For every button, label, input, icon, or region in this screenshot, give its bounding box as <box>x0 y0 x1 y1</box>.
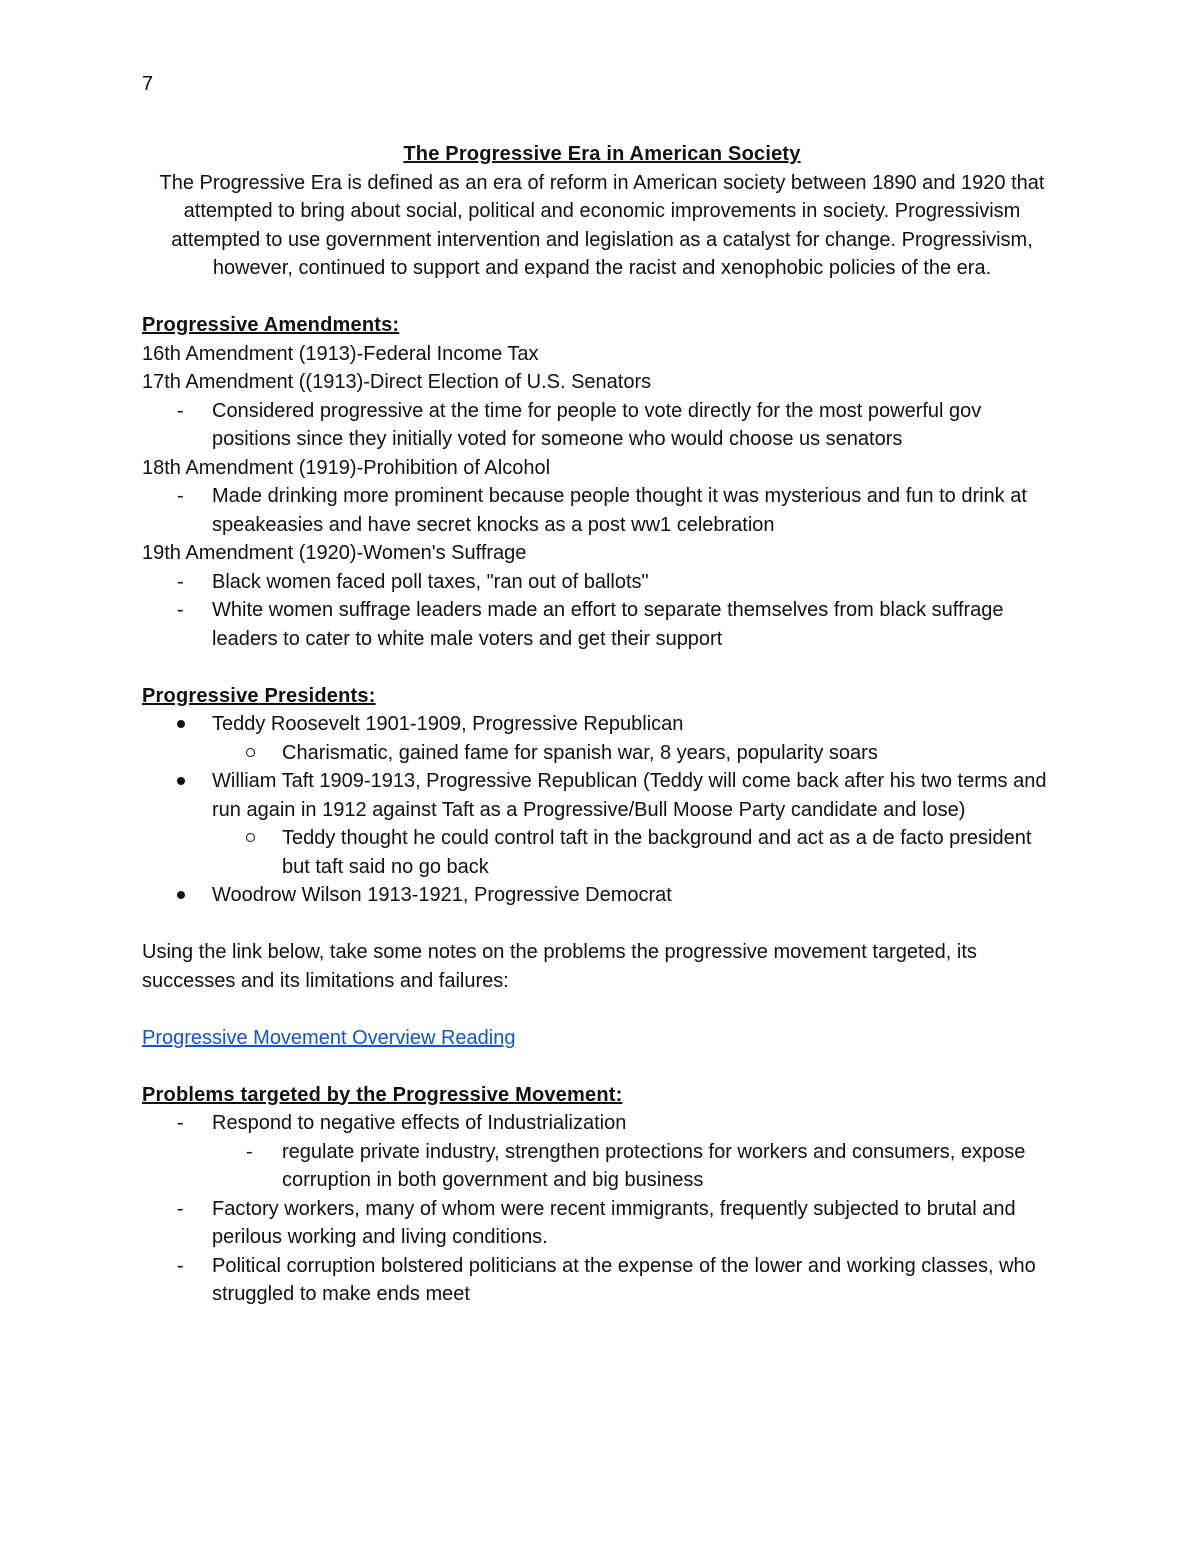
list-item <box>142 767 1062 824</box>
amendment-17: 17th Amendment ((1913)-Direct Election of U.S. Senators <box>142 371 652 393</box>
amendment-19-note-2: White women suffrage leaders made an effort to separate themselves from black suffrage leaders to cater to white male voters and get their support <box>212 599 1004 650</box>
intro-paragraph: The Progressive Era is defined as an era of reform in American society between 1890 and 1920 that attempted to bring about social, political and economic improvements in society. Progressivism attempted to use government intervention and legislation as a catalyst for change. Progressivism, however, continued to support and expand the racist and xenophobic policies of the era. <box>159 171 1045 279</box>
taft-note: Teddy thought he could control taft in the background and act as a de facto president but taft said no go back <box>282 827 1032 878</box>
dash-marker: - <box>177 599 184 621</box>
dash-marker: - <box>177 1112 184 1134</box>
amendments-heading: Progressive Amendments: <box>142 314 400 336</box>
list-item <box>142 1195 1062 1252</box>
document-title: The Progressive Era in American Society <box>403 143 801 165</box>
instructions-paragraph: Using the link below, take some notes on the problems the progressive movement targeted, its successes and its limitations and failures: <box>142 941 977 992</box>
problem-3: Political corruption bolstered politicians at the expense of the lower and working classes, who struggled to make ends meet <box>212 1254 1036 1305</box>
dash-marker: - <box>177 485 184 507</box>
dash-marker: - <box>177 570 184 593</box>
amendment-18-note: Made drinking more prominent because people thought it was mysterious and fun to drink at speakeasies and have secret knocks as a post ww1 celebration <box>212 485 1027 536</box>
page-number: 7 <box>142 73 154 95</box>
hollow-bullet-icon <box>246 739 270 768</box>
bullet-icon <box>177 881 201 910</box>
dash-marker: - <box>177 1197 184 1220</box>
amendment-16: 16th Amendment (1913)-Federal Income Tax <box>142 342 539 365</box>
problem-1-sub: regulate private industry, strengthen protections for workers and consumers, expose corruption in both government and big business <box>282 1140 1026 1191</box>
problems-heading: Problems targeted by the Progressive Movement: <box>142 1083 623 1106</box>
amendment-19: 19th Amendment (1920)-Women's Suffrage <box>142 542 527 564</box>
dash-marker: - <box>177 1254 184 1277</box>
amendment-18: 18th Amendment (1919)-Prohibition of Alcohol <box>142 456 551 479</box>
president-taft: William Taft 1909-1913, Progressive Republican (Teddy will come back after his two terms and run again in 1912 against Taft as a Progressive/Bull Moose Party candidate and lose) <box>212 770 1047 821</box>
amendment-17-note: Considered progressive at the time for people to vote directly for the most powerful gov positions since they initially voted for someone who would choose us senators <box>212 399 982 450</box>
list-item <box>142 824 1062 881</box>
list-item <box>142 568 1062 597</box>
list-item <box>142 710 1062 739</box>
hollow-bullet-icon <box>246 824 270 853</box>
presidents-heading: Progressive Presidents: <box>142 684 376 707</box>
bullet-icon <box>177 710 201 739</box>
dash-marker: - <box>246 1140 253 1163</box>
problem-1: Respond to negative effects of Industrialization <box>212 1112 627 1134</box>
document-body <box>142 140 1062 1309</box>
list-item <box>142 596 1062 653</box>
bullet-icon <box>177 767 201 796</box>
dash-marker: - <box>177 399 184 422</box>
overview-reading-link[interactable]: Progressive Movement Overview Reading <box>142 1026 516 1049</box>
list-item <box>142 1252 1062 1309</box>
list-item <box>142 397 1062 454</box>
list-item <box>142 739 1062 768</box>
amendment-19-note-1: Black women faced poll taxes, "ran out of ballots" <box>212 570 649 593</box>
president-roosevelt: Teddy Roosevelt 1901-1909, Progressive Republican <box>212 713 684 735</box>
list-item <box>142 1109 1062 1138</box>
problem-2: Factory workers, many of whom were recent immigrants, frequently subjected to brutal and perilous working and living conditions. <box>212 1197 1016 1248</box>
president-wilson: Woodrow Wilson 1913-1921, Progressive Democrat <box>212 884 672 906</box>
list-item <box>142 482 1062 539</box>
list-item <box>142 881 1062 910</box>
roosevelt-note: Charismatic, gained fame for spanish war, 8 years, popularity soars <box>282 741 878 764</box>
list-item <box>142 1138 1062 1195</box>
